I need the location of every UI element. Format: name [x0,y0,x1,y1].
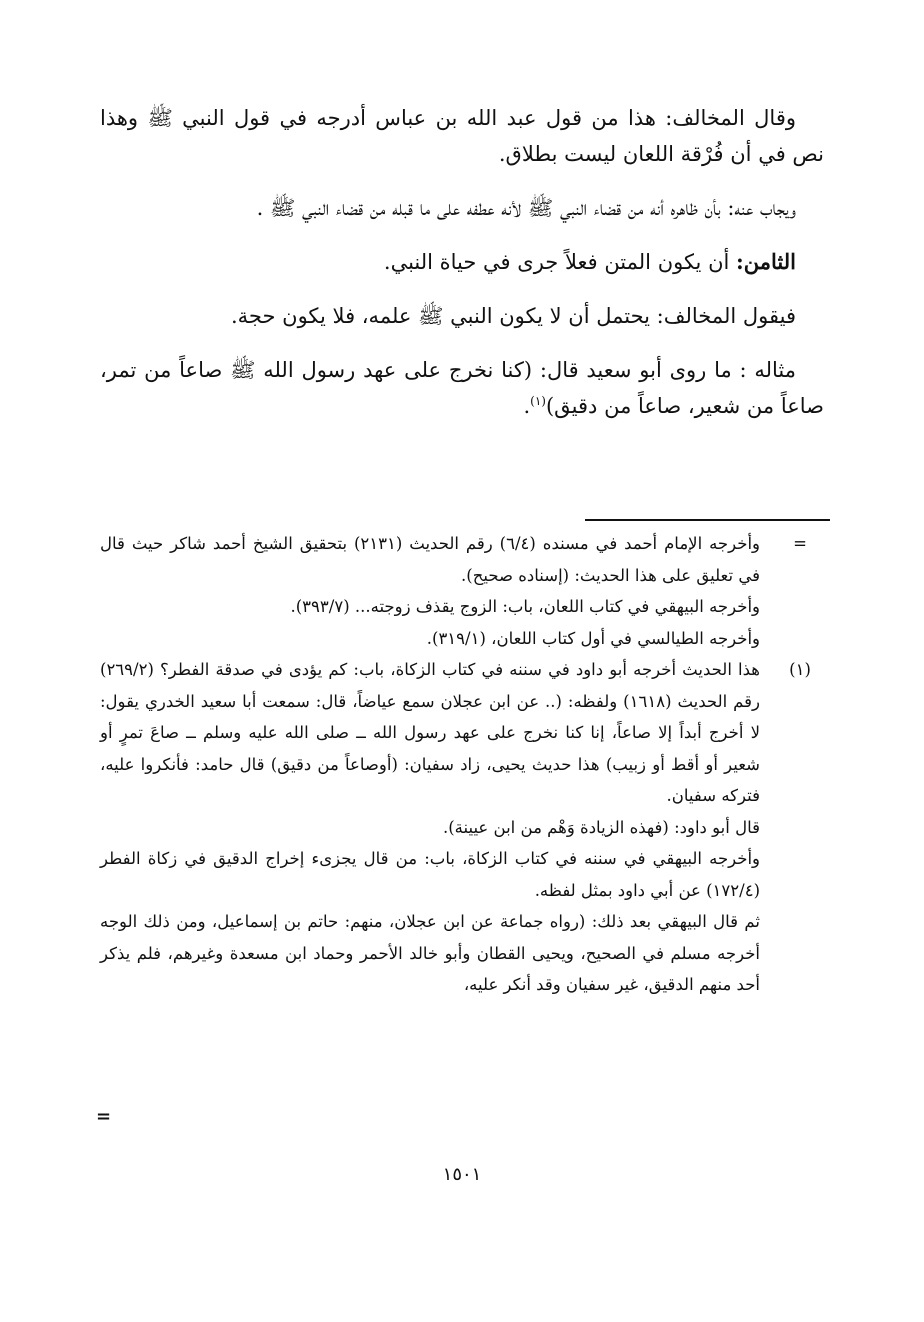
main-text [100,100,824,442]
footnote-1-marker: (١) [789,660,811,679]
continued-marker: = [96,1106,112,1127]
continuation-marker: = [793,534,807,553]
paragraph-opponent-saying: وقال المخالف: هذا من قول عبد الله بن عباس أدرجه في قول النبي ﷺ وهذا نص في أن فُرْقة اللعان ليست بطلاق. [100,106,824,166]
paragraph-example: مثاله : ما روى أبو سعيد قال: (كنا نخرج على عهد رسول الله ﷺ صاعاً من تمر، صاعاً من شعير، صاعاً من دقيق)$^{(١)}$. [100,358,824,418]
footnote-separator [585,519,830,521]
footnote-line: وأخرجه الطيالسي في أول كتاب اللعان، (٣١٩/١). [426,628,760,648]
footnote-line: وأخرجه البيهقي في كتاب اللعان، باب: الزوج يقذف زوجته... (٣٩٣/٧). [290,597,760,616]
example-text: مثاله : ما روى أبو سعيد قال: (كنا نخرج على عهد رسول الله ﷺ صاعاً من تمر، صاعاً من شعير، صاعاً من دقيق) [100,358,824,418]
footnote-line: هذا الحديث أخرجه أبو داود في سننه في كتاب الزكاة، باب: كم يؤدى في صدقة الفطر؟ (٢٦٩/٢) رقم الحديث (١٦١٨) ولفظه: (.. عن ابن عجلان سمع عياضاً، قال: سمعت أبا سعيد الخدري يقول: لا أخرج أبداً إلا صاعاً، إنا كنا نخرج على عهد رسول الله ــ صلى الله عليه وسلم ــ صاعَ تمرٍ أو شعير أو أقط أو زبيب) هذا حديث يحيى، زاد سفيان: (أوصاعاً من دقيق) قال حامد: فأنكروا عليه، فتركه سفيان. [100,660,761,805]
footnote-continuation [100,528,830,654]
footnote-line: وأخرجه الإمام أحمد في مسنده (٦/٤) رقم الحديث (٢١٣١) بتحقيق الشيخ أحمد شاكر حيث قال في تعليق على هذا الحديث: (إسناده صحيح). [100,534,760,585]
footnote-1 [100,654,830,1001]
footnote-line: قال أبو داود: (فهذه الزيادة وَهْم من ابن عيينة). [442,817,760,837]
footnote-line: ثم قال البيهقي بعد ذلك: (رواه جماعة عن ابن عجلان، منهم: حاتم بن إسماعيل، ومن ذلك الوجه أخرجه مسلم في الصحيح، ويحيى القطان وأبو خالد الأحمر وحماد ابن مسعدة وغيرهم، فلم يذكر أحد منهم الدقيق، غير سفيان وقد أنكر عليه، [100,912,760,994]
paragraph-response: ويجاب عنه: بأن ظاهره أنه من قضاء النبي ﷺ لأنه عطفه على ما قبله من قضاء النبي ﷺ . [256,196,796,220]
footnote-reference: (١) [530,394,546,408]
footnotes [100,528,830,1001]
paragraph-eighth [100,244,824,280]
page-number: ١٥٠١ [442,1164,482,1185]
paragraph-opponent-objection: فيقول المخالف: يحتمل أن لا يكون النبي ﷺ علمه، فلا يكون حجة. [231,304,796,328]
eighth-heading: الثامن: [736,249,796,274]
eighth-text: أن يكون المتن فعلاً جرى في حياة النبي. [383,250,730,274]
footnote-line: وأخرجه البيهقي في سننه في كتاب الزكاة، باب: من قال يجزىء إخراج الدقيق في زكاة الفطر (١٧٢/٤) عن أبي داود بمثل لفظه. [100,849,760,900]
